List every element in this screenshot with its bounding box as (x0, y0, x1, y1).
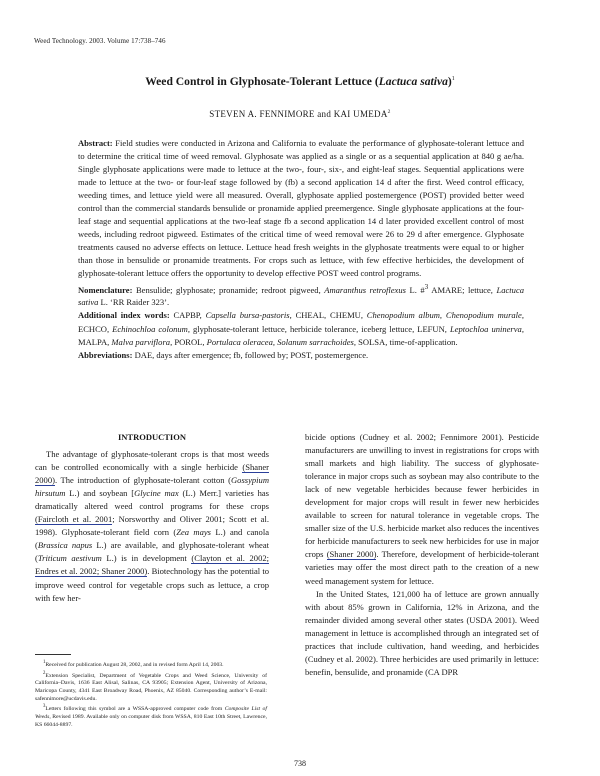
index-words-text: , CHEAL, CHEMU, (289, 310, 367, 321)
section-heading-introduction: INTRODUCTION (117, 432, 186, 442)
intro-paragraph-2: In the United States, 121,000 ha of lettuce are grown annually with about 85% grown in California, 12% in Arizona, and the remainder divided among several other states (USDA 2001). Weed management in lettuce is accomplished through an integrated set of practices that include cultivation, hand weeding, and herbicides (Cudney et al. 2002). Three herbicides are used primarily in lettuce: benefin, bensulide, and pronamide (CA DPR (305, 588, 539, 677)
footnote (35, 659, 267, 670)
author-names: STEVEN A. FENNIMORE and KAI UMEDA (209, 109, 388, 119)
body-text: L.) and soybean [ (65, 488, 135, 499)
species-name: Triticum aestivum (37, 553, 102, 564)
body-text: L.) and canola ( (35, 527, 269, 551)
index-words-species: Echinochloa colonum (112, 323, 188, 334)
right-column (305, 431, 539, 679)
footnote-mark: 3 (43, 704, 46, 710)
index-words-species: Leptochloa uninerva (449, 323, 522, 334)
species-name: Glycine max (134, 488, 179, 499)
body-text: bicide options (Cudney et al. 2002; Fennimore 2001). Pesticide manufacturers are unwilling to invest in registrations for crops with small markets and high liability. The success of glyphosate-tolerance in major crops such as soybean may also contribute to the lack of new vegetable herbicides because fewer herbicides in development for major crops will result in fewer new herbicides available to screen for natural tolerance in vegetable crops. The smaller size of the U.S. herbicide market also reduces the incentives for herbicide manufacturers to seek new herbicides for use in major crops (305, 432, 539, 560)
index-words-species: Malva parviflora (111, 336, 171, 347)
nomenclature-text: L. # (405, 284, 425, 295)
nomenclature-paragraph (78, 281, 524, 310)
author-line (0, 109, 600, 119)
index-words-species: Portulaca oleracea (206, 336, 273, 347)
index-words-text: , SOLSA, time-of-application. (353, 336, 458, 347)
citation-link[interactable]: (Shaner 2000) (326, 549, 377, 560)
abbreviations-paragraph (78, 349, 524, 362)
nomenclature-footnote-mark: 3 (424, 282, 429, 291)
intro-paragraph-1-continued (305, 431, 539, 588)
author-footnote-mark: 2 (387, 109, 391, 115)
journal-citation-line: Weed Technology. 2003. Volume 17:738–746 (34, 37, 166, 45)
nomenclature-text: L. ‘RR Raider 323’. (98, 297, 170, 308)
left-column (35, 431, 269, 605)
index-words-text: , glyphosate-tolerant lettuce, herbicide tolerance, iceberg lettuce, LEFUN, (187, 323, 450, 334)
index-words-label: Additional index words: (78, 310, 170, 321)
title-close: ) (447, 75, 452, 88)
citation-link[interactable]: (Faircloth et al. 2001 (35, 514, 113, 525)
abbreviations-text: DAE, days after emergence; fb, followed by; POST, postemergence. (134, 349, 369, 360)
nomenclature-species: Lactuca sativa (78, 284, 525, 308)
footnote-text: Letters following this symbol are a WSSA-approved computer code from (45, 706, 225, 713)
body-text: L.) are available, and glyphosate-tolerant wheat ( (35, 540, 269, 564)
index-words-text: , POROL, (170, 336, 207, 347)
abstract-text: Field studies were conducted in Arizona and California to evaluate the performance of glyphosate-tolerant lettuce and to determine the critical time of weed removal. Glyphosate was applied as a single or as a sequential application at 840 g ae/ha. Single glyphosate applications were made to lettuce at the two-, four-, six-, and eight-leaf stages. Sequential applications were made to lettuce at the two- or four-leaf stage followed by (fb) a second application 14 d after the first. Weed control efficacy, weeding times, and lettuce yield were all measured. Overall, glyphosate applied postemergence (POST) provided better weed control than the commercial standards bensulide or pronamide applied preemergence. Single glyphosate applications at the four-leaf stage and sequential applications at the two-leaf stage fb a second application 14 d later provided excellent control of most weeds, including redroot pigweed. Estimates of the critical time of weed removal were 26 to 29 d after emergence. Glyphosate treatments caused no adverse effects on lettuce. Lettuce head fresh weights in the glyphosate treatments were equal to or higher than those in bensulide or pronamide treatments. For crops such as lettuce, with few effective herbicides, the development of glyphosate-tolerant lettuce offers the opportunity to develop effective POST weed control programs. (78, 138, 524, 279)
citation-link[interactable]: (Shaner 2000) (35, 462, 269, 486)
index-words-species: Capsella bursa-pastoris (205, 310, 290, 321)
footnote-text: Received for publication August 28, 2002, and in revised form April 14, 2003. (45, 661, 224, 668)
index-words-text: , (439, 310, 446, 321)
footnote-italic: Composite List of Weeds (35, 706, 267, 720)
nomenclature-label: Nomenclature: (78, 284, 133, 295)
body-text: . The introduction of glyphosate-tolerant cotton ( (54, 475, 231, 486)
index-words-species: Solanum sarrachoides (277, 336, 354, 347)
index-words-text: , (272, 336, 278, 347)
nomenclature-species: Amaranthus retroflexus (324, 284, 406, 295)
nomenclature-text: AMARE; lettuce, (428, 284, 497, 295)
body-text: . Biotechnology has the potential to improve weed control for vegetable crops such as lettuce, a crop with few her- (35, 566, 269, 603)
abstract-block (78, 137, 524, 362)
title-footnote-mark: 1 (451, 76, 455, 83)
index-words-species: Chenopodium murale (445, 310, 522, 321)
species-name: Brassica napus (37, 540, 93, 551)
footnotes-block (35, 659, 267, 729)
footnote (35, 670, 267, 704)
body-text: ; Norsworthy and Oliver 2001; Scott et al. 1998). Glyphosate-tolerant field corn ( (35, 514, 269, 538)
footnote-mark: 1 (43, 660, 46, 665)
nomenclature-text: Bensulide; glyphosate; pronamide; redroot pigweed, (135, 284, 325, 295)
index-words-text: , ECHCO, (78, 310, 524, 334)
abbreviations-label: Abbreviations: (78, 349, 133, 360)
body-text: L.) is in development (101, 553, 192, 564)
title-species: Lactuca sativa (378, 75, 448, 88)
index-words-species: Chenopodium album (366, 310, 440, 321)
footnote (35, 703, 267, 729)
body-text: . Therefore, development of herbicide-tolerant varieties may offer the most direct path to the creation of a new weed management system for lettuce. (305, 549, 539, 586)
intro-paragraph-1 (35, 448, 269, 605)
footnote-divider (35, 654, 71, 655)
footnote-text: , Revised 1989. Available only on computer disk from WSSA, 810 East 10th Street, Lawrence, KS 66044-8897. (35, 713, 267, 728)
page-number: 738 (294, 759, 306, 768)
body-text: The advantage of glyphosate-tolerant crops is that most weeds can be controlled economically with a single herbicide (35, 449, 269, 473)
abstract-paragraph (78, 137, 524, 281)
index-words-text: , MALPA, (78, 323, 524, 347)
index-words-text: CAPBP, (173, 310, 206, 321)
paper-title (0, 75, 600, 88)
abstract-label: Abstract: (78, 138, 113, 148)
body-text: (L.) Merr.] varieties has dramatically altered weed control programs for these crops (35, 488, 270, 512)
species-name: Zea mays (176, 527, 211, 538)
citation-link[interactable]: (Clayton et al. 2002; Endres et al. 2002; Shaner 2000) (35, 553, 269, 577)
title-main: Weed Control in Glyphosate-Tolerant Lettuce ( (145, 75, 379, 88)
index-words-paragraph (78, 309, 524, 348)
footnote-text: Extension Specialist, Department of Vegetable Crops and Weed Science, University of California–Davis, 1636 East Alisal, Salinas, CA 93905; Extension Agent, University of Arizona, Maricopa County, 4341 East Broadway Road, Phoenix, AZ 85040. Corresponding author’s E-mail: safennimore@ucdavis.edu. (35, 672, 267, 702)
footnote-mark: 2 (43, 670, 46, 676)
species-name: Gossypium hirsutum (35, 475, 269, 499)
